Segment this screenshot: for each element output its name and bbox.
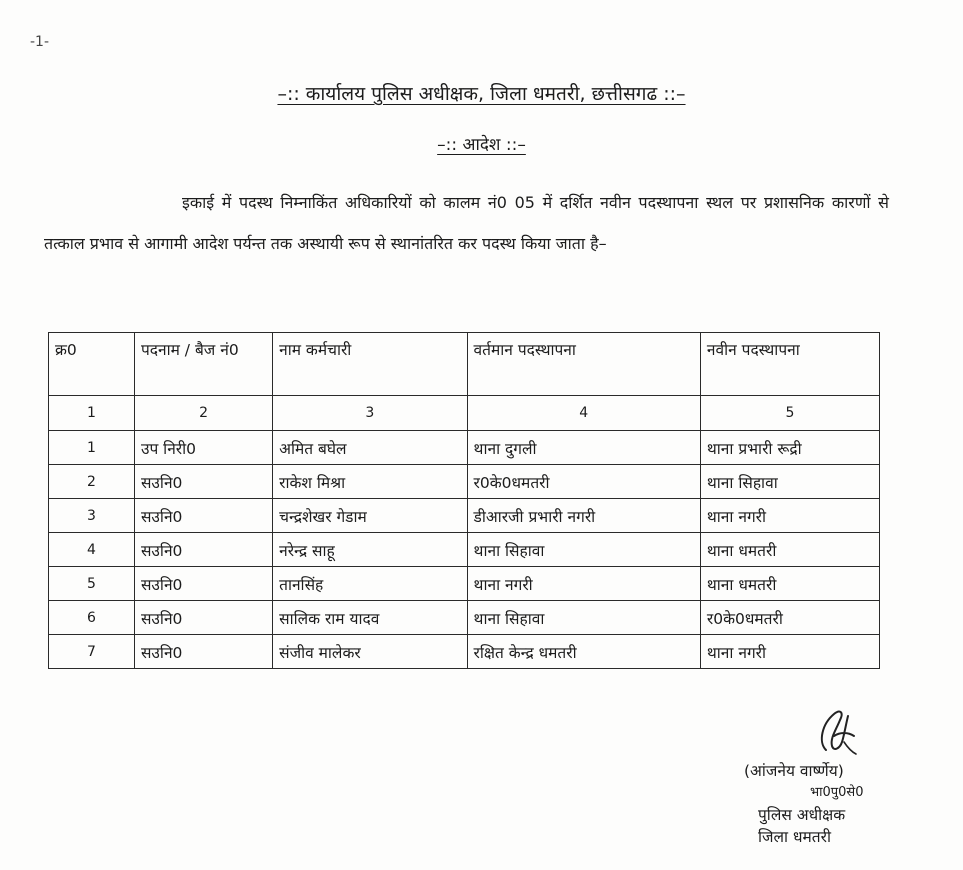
- order-title: –:: आदेश ::–: [437, 135, 526, 155]
- cell-name: राकेश मिश्रा: [273, 465, 467, 499]
- cell-serial: 2: [49, 465, 135, 499]
- cell-current-posting: थाना दुगली: [467, 431, 700, 465]
- cell-rank: सउनि0: [134, 533, 272, 567]
- cell-rank: उप निरी0: [134, 431, 272, 465]
- table-row: [49, 567, 880, 601]
- cell-name: नरेन्द्र साहू: [273, 533, 467, 567]
- cell-current-posting: थाना सिहावा: [467, 533, 700, 567]
- cell-rank: सउनि0: [134, 567, 272, 601]
- table-row: [49, 465, 880, 499]
- signatory-designation: पुलिस अधीक्षक: [758, 806, 846, 824]
- office-title: –:: कार्यालय पुलिस अधीक्षक, जिला धमतरी, छत्तीसगढ ::–: [277, 83, 686, 105]
- table-row: [49, 533, 880, 567]
- cell-current-posting: डीआरजी प्रभारी नगरी: [467, 499, 700, 533]
- cell-rank: सउनि0: [134, 601, 272, 635]
- column-number: 5: [700, 396, 879, 431]
- signature-block: [740, 760, 930, 848]
- signatory-district: जिला धमतरी: [758, 828, 831, 846]
- cell-serial: 1: [49, 431, 135, 465]
- cell-name: सालिक राम यादव: [273, 601, 467, 635]
- table-row: [49, 499, 880, 533]
- cell-name: अमित बघेल: [273, 431, 467, 465]
- cell-serial: 6: [49, 601, 135, 635]
- table-row: [49, 635, 880, 669]
- column-number: 3: [273, 396, 467, 431]
- cell-current-posting: र0के0धमतरी: [467, 465, 700, 499]
- cell-rank: सउनि0: [134, 499, 272, 533]
- cell-current-posting: थाना सिहावा: [467, 601, 700, 635]
- cell-name: संजीव मालेकर: [273, 635, 467, 669]
- cell-serial: 3: [49, 499, 135, 533]
- cell-serial: 5: [49, 567, 135, 601]
- cell-new-posting: थाना सिहावा: [700, 465, 879, 499]
- signatory-name: (आंजनेय वार्ष्णेय): [744, 762, 844, 780]
- cell-rank: सउनि0: [134, 635, 272, 669]
- handwritten-signature: [804, 702, 864, 762]
- table-header-row: [49, 333, 880, 396]
- cell-new-posting: थाना नगरी: [700, 499, 879, 533]
- cell-new-posting: थाना धमतरी: [700, 533, 879, 567]
- cell-name: चन्द्रशेखर गेडाम: [273, 499, 467, 533]
- header-rank-badge: पदनाम / बैज नं0: [134, 333, 272, 396]
- cell-current-posting: रक्षित केन्द्र धमतरी: [467, 635, 700, 669]
- cell-rank: सउनि0: [134, 465, 272, 499]
- page-number: -1-: [30, 34, 50, 50]
- table-row: [49, 431, 880, 465]
- signatory-service: भा0पु0से0: [810, 785, 864, 800]
- table-row: [49, 601, 880, 635]
- order-body-text: इकाई में पदस्थ निम्नाकिंत अधिकारियों को कालम नं0 05 में दर्शित नवीन पदस्थापना स्थल पर प्रशासनिक कारणों से तत्काल प्रभाव से आगामी आदेश पर्यन्त तक अस्थायी रूप से स्थानांतरित कर पदस्थ किया जाता है–: [44, 193, 889, 253]
- cell-new-posting: थाना धमतरी: [700, 567, 879, 601]
- cell-new-posting: थाना प्रभारी रूद्री: [700, 431, 879, 465]
- cell-serial: 4: [49, 533, 135, 567]
- transfer-table: [48, 332, 880, 669]
- cell-name: तानसिंह: [273, 567, 467, 601]
- column-number-row: [49, 396, 880, 431]
- column-number: 2: [134, 396, 272, 431]
- cell-serial: 7: [49, 635, 135, 669]
- cell-new-posting: थाना नगरी: [700, 635, 879, 669]
- header-current-posting: वर्तमान पदस्थापना: [467, 333, 700, 396]
- column-number: 1: [49, 396, 135, 431]
- cell-current-posting: थाना नगरी: [467, 567, 700, 601]
- header-serial: क्र0: [49, 333, 135, 396]
- cell-new-posting: र0के0धमतरी: [700, 601, 879, 635]
- header-employee-name: नाम कर्मचारी: [273, 333, 467, 396]
- header-new-posting: नवीन पदस्थापना: [700, 333, 879, 396]
- column-number: 4: [467, 396, 700, 431]
